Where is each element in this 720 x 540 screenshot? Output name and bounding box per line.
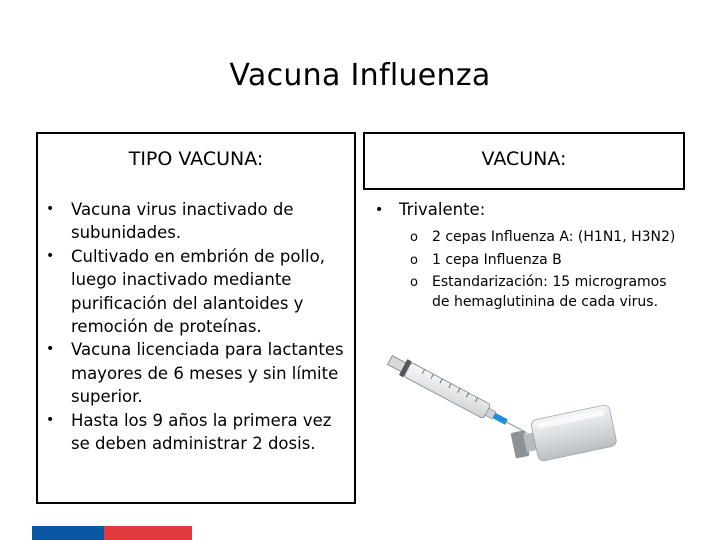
list-item-text: Estandarización: 15 microgramos de hemaglutinina de cada virus. [432,274,667,310]
list-item [38,409,350,456]
list-item-text: Vacuna licenciada para lactantes mayores de 6 meses y sin límite superior. [71,340,344,407]
trivalente-bullet [372,198,682,222]
sub-bullet-icon: o [410,252,418,268]
left-column [38,198,350,455]
list-item-text: 2 cepas Influenza A: (H1N1, H3N2) [432,229,676,245]
bullet-icon: • [46,247,55,264]
bullet-icon: • [46,341,55,358]
list-item-text: Hasta los 9 años la primera vez se deben administrar 2 dosis. [71,410,332,454]
list-item [38,245,350,339]
trivalente-label: Trivalente: [399,200,486,219]
bullet-icon: • [46,201,55,217]
slide-title: Vacuna Influenza [229,58,491,93]
left-header-box [36,132,356,190]
right-sub-list [372,228,682,312]
list-item-text: 1 cepa Influenza B [432,251,562,268]
list-item [372,251,682,271]
list-item-text: Cultivado en embrión de pollo, luego inactivado mediante purificación del alantoides y remoción de proteínas. [71,246,325,337]
left-bullet-list [38,198,350,455]
footer-red-bar [104,526,192,540]
bullet-icon: • [375,202,384,218]
list-item [372,228,682,248]
sub-bullet-icon: o [410,230,418,245]
list-item-text: Vacuna virus inactivado de subunidades. [71,200,294,243]
bullet-icon: • [46,411,55,428]
list-item [38,198,350,245]
right-header-box [363,132,685,190]
list-item [38,338,350,408]
footer-blue-bar [32,526,104,540]
syringe-vial-icon [385,355,630,485]
right-column [372,198,682,315]
list-item [372,273,682,312]
left-header: TIPO VACUNA: [128,148,264,170]
sub-bullet-icon: o [410,275,418,290]
right-header: VACUNA: [481,148,567,170]
